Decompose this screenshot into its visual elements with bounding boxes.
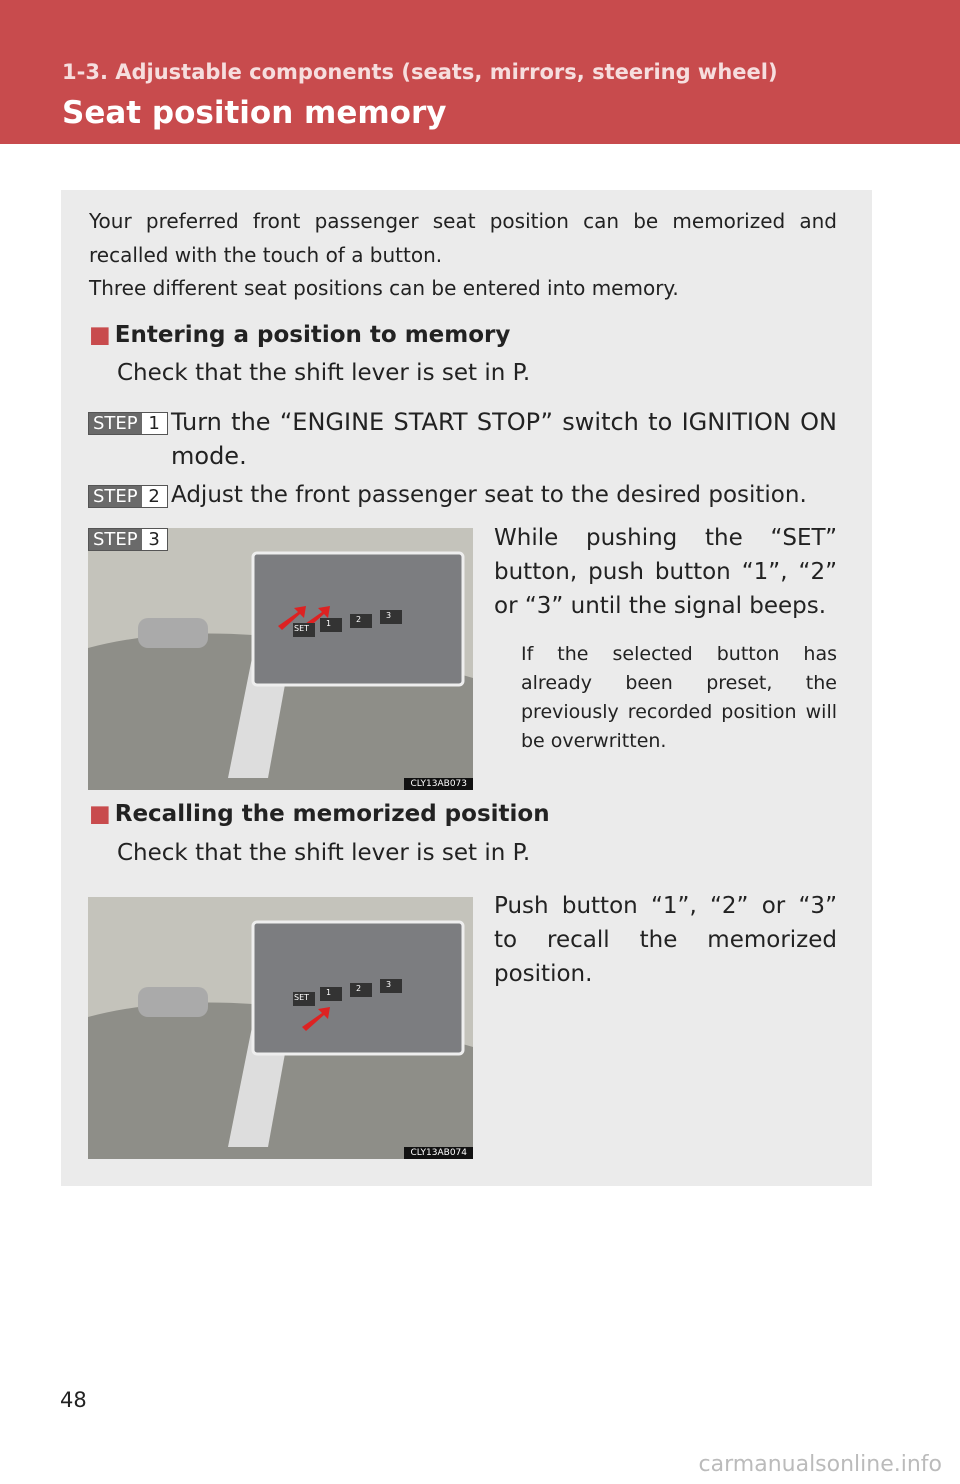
check-text: Check that the shift lever is set in P.: [117, 840, 531, 866]
watermark: carmanualsonline.info: [698, 1452, 942, 1477]
step-text: Adjust the front passenger seat to the desired position.: [171, 482, 807, 508]
button-2-label: 2: [356, 615, 362, 624]
step-text: Turn the “ENGINE START STOP” switch to IGNITION ON mode.: [171, 408, 837, 470]
step-number: 1: [142, 413, 167, 434]
step-label: STEP: [89, 413, 142, 434]
step-text: While pushing the “SET” button, push button “1”, “2” or “3” until the signal beeps.: [494, 525, 837, 619]
button-1-label: 1: [326, 988, 332, 997]
note-text: If the selected button has already been preset, the previously recorded position will be overwritten.: [521, 643, 837, 752]
step-label: STEP: [89, 486, 142, 507]
section-title: 1-3. Adjustable components (seats, mirrors, steering wheel): [62, 60, 778, 84]
button-3-label: 3: [386, 980, 392, 989]
step-number: 2: [142, 486, 167, 507]
set-button-label: SET: [294, 624, 310, 633]
section-heading: ■ Recalling the memorized position: [89, 801, 550, 827]
intro-paragraph: Your preferred front passenger seat position can be memorized and recalled with the touch of a button.: [89, 209, 837, 267]
step-badge: [88, 412, 168, 435]
step-badge: [88, 528, 168, 551]
set-button-illustration: [88, 528, 473, 790]
button-1-label: 1: [326, 619, 332, 628]
set-button-label: SET: [294, 993, 310, 1002]
heading-text: Entering a position to memory: [114, 322, 511, 348]
intro-paragraph: Three different seat positions can be entered into memory.: [89, 276, 679, 300]
page-title: Seat position memory: [62, 95, 447, 131]
step-label: STEP: [89, 529, 142, 550]
check-text: Check that the shift lever is set in P.: [117, 360, 531, 386]
page-number: 48: [60, 1388, 87, 1412]
button-2-label: 2: [356, 984, 362, 993]
section-heading: ■ Entering a position to memory: [89, 322, 511, 348]
image-code: CLY13AB073: [404, 778, 473, 790]
step-number: 3: [142, 529, 167, 550]
chapter-header: [0, 0, 960, 144]
step-badge: [88, 485, 168, 508]
image-code: CLY13AB074: [404, 1147, 473, 1159]
button-3-label: 3: [386, 611, 392, 620]
content-box: [61, 190, 872, 1186]
heading-text: Recalling the memorized position: [114, 801, 550, 827]
recall-button-illustration: [88, 897, 473, 1159]
recall-text: Push button “1”, “2” or “3” to recall the memorized position.: [494, 893, 837, 987]
